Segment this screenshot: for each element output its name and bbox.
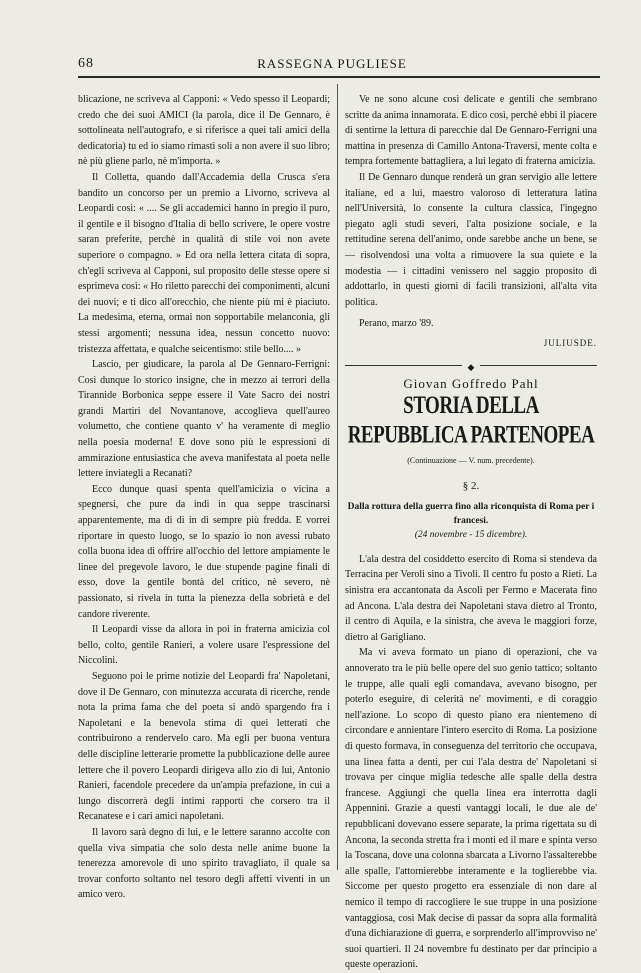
running-title: RASSEGNA PUGLIESE (257, 56, 407, 71)
paragraph: Ecco dunque quasi spenta quell'amicizia o vicina a spegnersi, che pure da indi in qua seppe trascinarsi apparentemente, ma di di in di sempre più fredda. E vorrei riportare in questo luogo, se lo spazio io non avessi rubato colla buona idea di offrire all'occhio del lettore ampiamente le linee del pregevole lavoro, le due stupende pagine finali di esso, dove la gentile bontà del critico, nè severo, nè passionato, si rivela in tutta la pienezza della sobrietà e del candore riverente. (78, 483, 330, 620)
section-number: § 2. (462, 479, 480, 492)
paragraph: Ma vi aveva formato un piano di operazioni, che va annoverato tra le più belle opere del suo genio tattico; soltanto le truppe, alle quali egli comandava, avevano bisogno, per poterlo eseguire, di celerità ne' movimenti, e di coraggio nell'azione. Lo scopo di questo piano era nientemeno di circondare e annientare l'intero esercito di Roma. La posizione di questo formava, in conseguenza del territorio che occupava, una linea fatta a denti, per cui l'ala destra de' Napoletani si trovava per cinque miglia tedesche alle spalle della destra francese. Aggiungi che quella linea era interrotta dagli Appennini. Grazie a questi vantaggi locali, le due ale de' repubblicani dovevano essere separate, la prima rigettata su di Ancona, la seconda stretta fra i monti ed il mare e spinta verso la Toscana, dove una colonna sbarcata a Livorno l'assalterebbe alle spalle, l'attornierebbe interamente e la toglierebbe via. Siccome per questo progetto era essenziale di non dare al nemico il tempo di raccogliere le sue truppe in una posizione vantaggiosa, così Mak decise di passar da sopra alla formalità d'una dichiarazione di guerra, e sorprenderlo all'improvviso ne' suoi quartieri. Il 24 novembre fu destinato per dar principio a queste operazioni. (345, 647, 597, 971)
section-date: (24 novembre - 15 dicembre). (414, 530, 528, 541)
section-subtitle: Dalla rottura della guerra fino alla riconquista di Roma per i francesi. (347, 502, 595, 527)
paragraph: Il Colletta, quando dall'Accademia della Crusca s'era bandito un concorso per un premio a Livorno, scriveva al Leopardi così: « .... Se gli accademici hanno in pregio il puro, il gentile e il bisogno d'Italia di bello scrivere, le opere vostre saran preferite, perchè in qualità di stile voi non avete superiore o compagno. » Ed ora nella lettera citata di sopra, ch'egli scriveva al Capponi, sul proposito delle stesse opere si esprimeva così: « Ho riletto parecchi dei componimenti, alcuni dei nuovi; e ti dico all'orecchio, che niente più mi è piaciuto. La medesima, eterna, ormai non sopportabile melanconia, gli stessi argomenti; nessuna idea, nessun concetto nuovo: tristezza affettata, e qualche seicentismo: stile bello.... » (78, 171, 330, 355)
article-author: Giovan Goffredo Pahl (403, 375, 539, 391)
paragraph: Il Leopardi visse da allora in poi in fraterna amicizia col bello, colto, gentile Ranieri, a volere usare l'espressione del Niccolini. (78, 624, 330, 667)
right-column (345, 92, 597, 973)
page-header (72, 54, 592, 74)
paragraph: Seguono poi le prime notizie del Leopardi fra' Napoletani, dove il De Gennaro, con minutezza accurata di ricerche, rende nota la prima fama che del poeta si andò spargendo fra i Napoletani e la benevola stima di quei letterati che contribuirono a rendervelo caro. Ma egli per buona ventura delle discipline letterarie promette la pubblicazione delle auree lettere che il povero Leopardi dirigeva allo zio di lui, Antonio Ranieri, facendole precedere da un'ampia prefazione, in cui a lungo discorrerà degli intimi rapporti che corsero tra il Recanatese e i cari amici napoletani. (78, 670, 330, 823)
paragraph: L'ala destra del cosiddetto esercito di Roma si stendeva da Terracina per Veroli sino a Tivoli. Il centro fu posto a Rieti. La sinistra era accantonata da Ascoli per Fermo e Macerata fino ad Ancona. L'ala destra dei Napoletani stava dietro al Tronto, il centro di Aquila, e la sinistra, che aveva le maggiori forze, dietro al Garigliano. (345, 553, 597, 643)
page-number: 68 (78, 56, 94, 71)
header-rule (78, 76, 600, 78)
paragraph: Il De Gennaro dunque renderà un gran servigio alle lettere italiane, ed a lui, maestro valoroso di letteratura latina nell'Università, lo consente la cultura classica, l'ingegno piegato agli studi severi, l'alta posizione sociale, e la rettitudine serena dell'animo, onde sarebbe anche un bene, se — risolvendosi una volta a rimuovere la sua quiete e la modestia — i cittadini venissero nel saggio proposito di addottarlo, in questi giorni di facili transizioni, all'alta vita politica. (345, 171, 597, 308)
place-date: Perano, marzo '89. (359, 318, 434, 330)
paragraph: Il lavoro sarà degno di lui, e le lettere saranno accolte con quella viva simpatia che solo desta nelle anime buone la tenerezza amorevole di uno spirito travagliato, il quale sa trovar conforto soltanto nel tesoro degli affetti viventi in un amico vero. (78, 826, 330, 901)
article-title: STORIA DELLA REPUBBLICA PARTENOPEA (347, 391, 595, 450)
continuation-note: (Continuazione — V. num. precedente). (407, 456, 535, 466)
signature: JULIUSDE. (543, 337, 597, 348)
left-column (78, 92, 330, 903)
paragraph: Lascio, per giudicare, la parola al De Gennaro-Ferrigni: Così dunque lo storico insigne, che in mezzo ai terrori della Tirannide Borbonica seppe essere il Vate Sacro dei nostri grandi Martiri del Novantanove, accoglieva quell'aureo volumetto, che contiene quanto v' ha veramente di meglio nella poesia moderna! E dove sono più le espressioni di ammirazione entusiastica che aveva manifestata al poeta nelle lettere inviategli a Recanati? (78, 359, 330, 480)
column-divider (337, 84, 338, 870)
paragraph: blicazione, ne scriveva al Capponi: « Vedo spesso il Leopardi; credo che dei suoi AMICI (la parola, dice il De Gennaro, è sottolineata nell'autografo, e si riferisce a quei tali amici della dedicatoria) tu ed io siamo rimasti soli a non avere il suo libro; nè più gliene parlo, nè m'importa. » (78, 94, 330, 168)
ornamental-divider: ◆ (345, 360, 597, 370)
paragraph: Ve ne sono alcune così delicate e gentili che sembrano scritte da anima innamorata. E dico così, perchè ebbi il piacere di sentirne la lettura di parecchie dal De Gennaro-Ferrigni una mattina in presenza di Camillo Antona-Traversi, mente colta e tempra fortemente battagliera, a lui legato di fraterna amicizia. (345, 94, 597, 168)
